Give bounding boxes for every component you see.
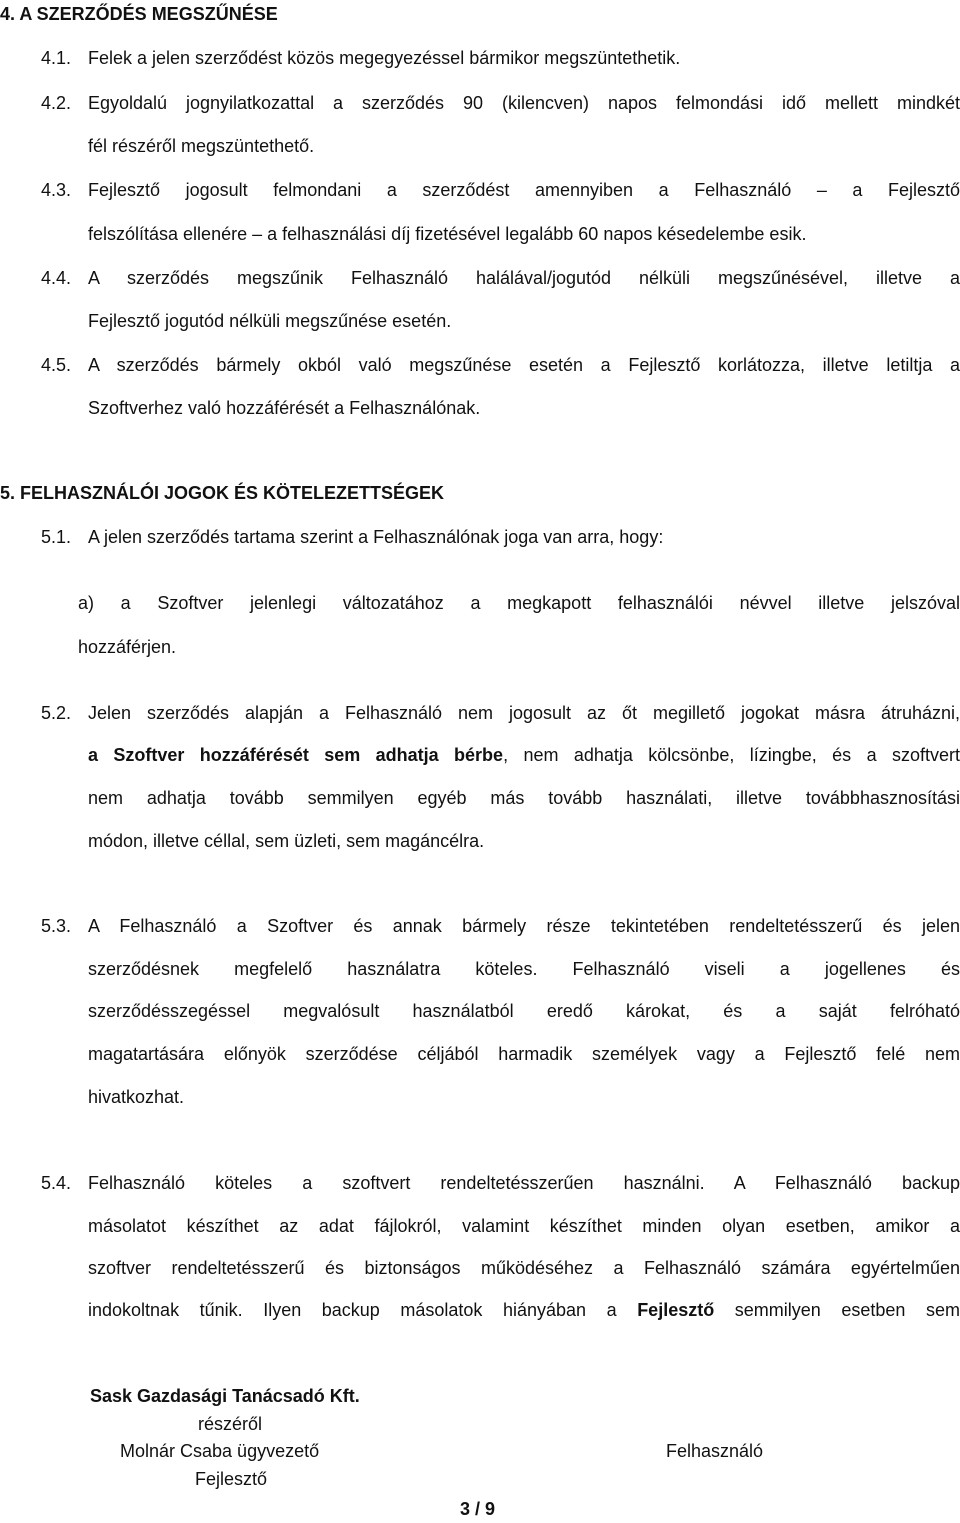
clause-5-4-line: szoftver rendeltetésszerű és biztonságos működéséhez a Felhasználó számára egyértelműen	[88, 1258, 960, 1278]
clause-5-4-part: semmilyen esetben sem	[734, 1300, 960, 1320]
on-behalf-label: részéről	[198, 1414, 263, 1434]
clause-5-3-line: szerződésnek megfelelő használatra köteles. Felhasználó viseli a jogellenes és	[88, 959, 960, 979]
user-role: Felhasználó	[666, 1441, 764, 1461]
section-4-title: 4. A SZERZŐDÉS MEGSZŰNÉSE	[0, 4, 278, 24]
clause-5-1-text: A jelen szerződés tartama szerint a Felhasználónak joga van arra, hogy:	[88, 527, 664, 547]
clause-5-2-line	[88, 743, 960, 767]
clause-4-5-line: A szerződés bármely okból való megszűnése esetén a Fejlesztő korlátozza, illetve letiltja a	[88, 355, 960, 375]
clause-number: 4.2.	[41, 93, 72, 113]
clause-5-4-line: másolatot készíthet az adat fájlokról, valamint készíthet minden olyan esetben, amikor a	[88, 1216, 960, 1236]
clause-number: 5.3.	[41, 916, 72, 936]
clause-4-3-line: felszólítása ellenére – a felhasználási díj fizetésével legalább 60 napos késedelembe esik.	[88, 224, 807, 244]
clause-number: 4.4.	[41, 268, 72, 288]
clause-5-2-bold: a Szoftver hozzáférését sem adhatja bérbe	[88, 745, 504, 765]
clause-4-2-line: Egyoldalú jognyilatkozattal a szerződés 90 (kilencven) napos felmondási idő mellett mindkét	[88, 93, 960, 113]
clause-5-2-line: nem adhatja tovább semmilyen egyéb más tovább használati, illetve továbbhasznosítási	[88, 788, 960, 808]
clause-5-4-bold: Fejlesztő	[637, 1300, 715, 1320]
clause-4-5-line: Szoftverhez való hozzáférését a Felhasználónak.	[88, 398, 481, 418]
clause-number: 5.4.	[41, 1173, 72, 1193]
developer-role: Fejlesztő	[195, 1469, 268, 1489]
company-name: Sask Gazdasági Tanácsadó Kft.	[90, 1386, 360, 1406]
clause-5-3-line: A Felhasználó a Szoftver és annak bármely része tekintetében rendeltetésszerű és jelen	[88, 916, 960, 936]
page-number: 3 / 9	[460, 1499, 496, 1519]
clause-number: 5.2.	[41, 703, 72, 723]
clause-5-2-rest: , nem adhatja kölcsönbe, lízingbe, és a szoftvert	[503, 745, 960, 765]
clause-5-4-part: indokoltnak tűnik. Ilyen backup másolatok hiányában a	[88, 1300, 617, 1320]
clause-number: 4.3.	[41, 180, 72, 200]
clause-5-1-a-line: hozzáférjen.	[78, 637, 177, 657]
signer-name: Molnár Csaba ügyvezető	[120, 1441, 320, 1461]
clause-5-4-line	[88, 1298, 960, 1322]
clause-4-4-line: Fejlesztő jogutód nélküli megszűnése esetén.	[88, 311, 452, 331]
clause-number: 4.5.	[41, 355, 72, 375]
clause-5-2-line: módon, illetve céllal, sem üzleti, sem magáncélra.	[88, 831, 485, 851]
clause-5-4-line: Felhasználó köteles a szoftvert rendeltetésszerűen használni. A Felhasználó backup	[88, 1173, 960, 1193]
clause-4-4-line: A szerződés megszűnik Felhasználó halálával/jogutód nélküli megszűnésével, illetve a	[88, 268, 960, 288]
clause-number: 4.1.	[41, 48, 72, 68]
clause-5-2-line: Jelen szerződés alapján a Felhasználó nem jogosult az őt megillető jogokat másra átruházni,	[88, 703, 960, 723]
clause-number: 5.1.	[41, 527, 72, 547]
clause-4-1-text: Felek a jelen szerződést közös megegyezéssel bármikor megszüntethetik.	[88, 48, 681, 68]
clause-4-2-line: fél részéről megszüntethető.	[88, 136, 315, 156]
clause-5-3-line: hivatkozhat.	[88, 1087, 185, 1107]
clause-5-3-line: magatartására előnyök szerződése céljából harmadik személyek vagy a Fejlesztő felé nem	[88, 1044, 960, 1064]
clause-5-3-line: szerződésszegéssel megvalósult használatból eredő károkat, és a saját felróható	[88, 1001, 960, 1021]
clause-4-3-line: Fejlesztő jogosult felmondani a szerződést amennyiben a Felhasználó – a Fejlesztő	[88, 180, 960, 200]
section-5-title: 5. FELHASZNÁLÓI JOGOK ÉS KÖTELEZETTSÉGEK	[0, 483, 445, 503]
clause-5-1-a-line: a) a Szoftver jelenlegi változatához a megkapott felhasználói névvel illetve jelszóval	[78, 593, 960, 613]
